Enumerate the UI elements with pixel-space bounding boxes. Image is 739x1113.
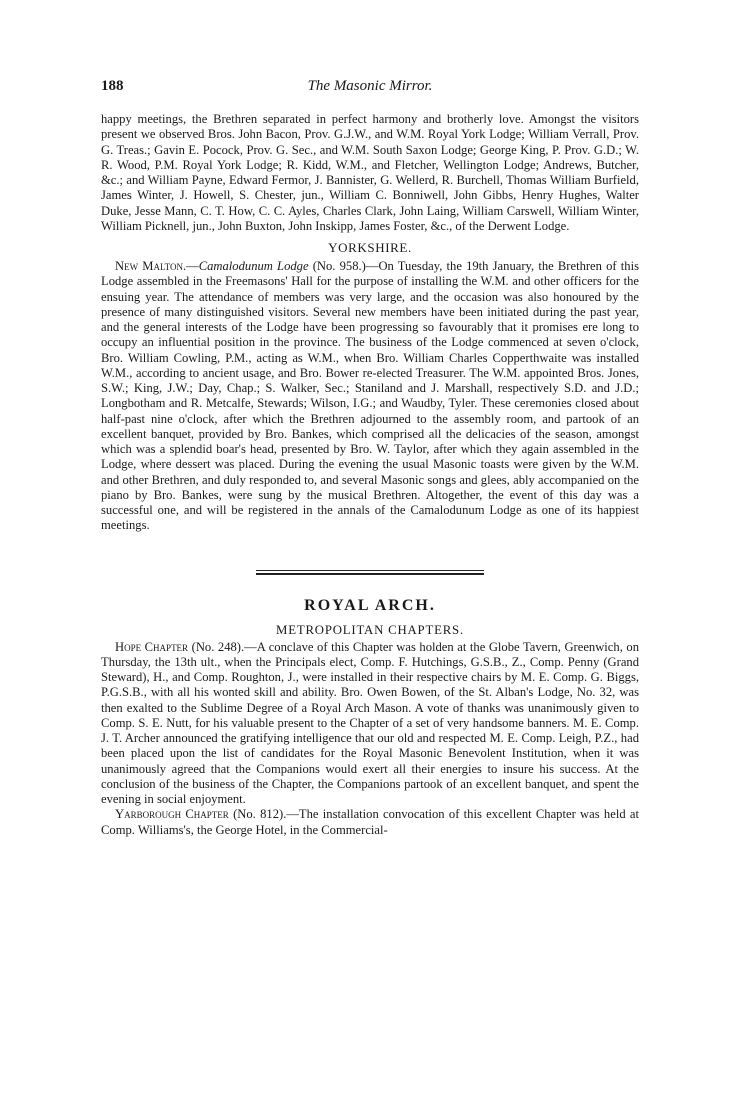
page-number: 188 [101, 78, 124, 94]
section-divider [256, 570, 484, 575]
page [101, 78, 639, 838]
divider-rule-bottom [256, 573, 484, 575]
yarborough-chapter-name: Yarborough Chapter [115, 807, 229, 822]
journal-title: The Masonic Mirror. [307, 78, 433, 94]
hope-chapter-body: (No. 248).—A conclave of this Chapter was holden at the Globe Tavern, Greenwich, on Thursday, the 13th ult., when the Principals elect, Comp. F. Hutchings, G.S.B., Z., Comp. Penny (Grand Steward), H., and Comp. Roughton, J., were installed in their respective chairs by M. E. Comp. G. Biggs, P.G.S.B., with all his wonted skill and ability. Bro. Owen Bowen, of the St. Alban's Lodge, No. 32, was then exalted to the Sublime Degree of a Royal Arch Mason. A vote of thanks was unanimously given to Comp. S. E. Nutt, for his valuable present to the Chapter of a set of very handsome banners. M. E. Comp. J. T. Archer announced the gratifying intelligence that our old and respected M. E. Comp. Leigh, P.Z., had been placed upon the list of candidates for the Royal Masonic Benevolent Institution, when it was unanimously agreed that the Companions would exert all their energies to insure his success. At the conclusion of the business of the Chapter, the Companions partook of an excellent banquet, and spent the evening in social enjoyment. [101, 639, 639, 806]
yarborough-chapter-paragraph [101, 807, 639, 838]
yorkshire-body: (No. 958.)—On Tuesday, the 19th January, the Brethren of this Lodge assembled in the Freemasons' Hall for the purpose of installing the W.M. and other officers for the ensuing year. The attendance of members was very large, and the occasion was also honoured by the presence of many distinguished visitors. Several new members have been initiated during the past year, and the general interests of the Lodge have been progressing so favourably that it promises ere long to occupy an influential position in the province. The business of the Lodge commenced at seven o'clock, Bro. William Cowling, P.M., acting as W.M., when Bro. William Charles Copperthwaite was installed W.M., according to ancient usage, and Bro. Bower re-elected Treasurer. The W.M. appointed Bros. Jones, S.W.; King, J.W.; Day, Chap.; S. Walker, Sec.; Staniland and J. Marshall, respectively S.D. and J.D.; Longbotham and R. Metcalfe, Stewards; Wilson, I.G.; and Waudby, Tyler. These ceremonies closed about half-past nine o'clock, after which the Brethren adjourned to the assembly room, and partook of an excellent banquet, provided by Bro. Bankes, which comprised all the delicacies of the season, amongst which was a splendid boar's head, presented by Bro. W. Taylor, after which they again assembled in the Lodge, where dessert was placed. During the evening the usual Masonic toasts were given by the W.M. and other Brethren, and duly responded to, and several Masonic songs and glees, ably accompanied on the piano by Bro. Bankes, were sung by the musical Brethren. Altogether, the event of this day was a successful one, and will be registered in the annals of the Camalodunum Lodge as one of its happiest meetings. [101, 259, 639, 533]
royal-arch-heading: ROYAL ARCH. [304, 596, 436, 614]
hope-chapter-name: Hope Chapter [115, 639, 189, 654]
metropolitan-chapters-heading: METROPOLITAN CHAPTERS. [276, 622, 464, 637]
lodge-name: Camalodunum Lodge [198, 259, 309, 273]
yorkshire-heading: YORKSHIRE. [328, 240, 412, 255]
place-name: New Malton. [115, 259, 187, 273]
intro-paragraph: happy meetings, the Brethren separated in perfect harmony and brotherly love. Amongst the visitors present we observed Bros. John Bacon, Prov. G.J.W., and W.M. Royal York Lodge; William Verrall, Prov. G. Treas.; Gavin E. Pocock, Prov. G. Sec., and W.M. South Saxon Lodge; George King, P. Prov. G.D.; W. R. Wood, P.M. Royal York Lodge; R. Kidd, W.M., and Fletcher, Wellington Lodge; Andrews, Butcher, &c.; and William Payne, Edward Fermor, J. Bannister, G. Wellerd, R. Burchell, Thomas William Burfield, James Winter, J. Howell, S. Chester, jun., William C. Bonniwell, John Gibbs, Henry Hughes, Walter Duke, Jesse Mann, C. T. How, C. C. Ayles, Charles Clark, John Laing, William Carswell, William Winter, William Picknell, jun., John Buxton, John Inskipp, James Foster, &c., of the Derwent Lodge. [101, 112, 639, 233]
divider-rule-top [256, 570, 484, 571]
yorkshire-paragraph: New Malton.—Camalodunum Lodge (No. 958.)—On Tuesday, the 19th January, the Brethren of this Lodge assembled in the Freemasons' Hall for the purpose of installing the W.M. and other officers for the ensuing year. The attendance of members was very large, and the occasion was also honoured by the presence of many distinguished visitors. Several new members have been initiated during the past year, and the general interests of the Lodge have been progressing so favourably that it promises ere long to occupy an influential position in the province. The business of the Lodge commenced at seven o'clock, Bro. William Cowling, P.M., acting as W.M., when Bro. William Charles Copperthwaite was installed W.M., according to ancient usage, and Bro. Bower re-elected Treasurer. The W.M. appointed Bros. Jones, S.W.; King, J.W.; Day, Chap.; S. Walker, Sec.; Staniland and J. Marshall, respectively S.D. and J.D.; Longbotham and R. Metcalfe, Stewards; Wilson, I.G.; and Waudby, Tyler. These ceremonies closed about half-past nine o'clock, after which the Brethren adjourned to the assembly room, and partook of an excellent banquet, provided by Bro. Bankes, which comprised all the delicacies of the season, amongst which was a splendid boar's head, presented by Bro. W. Taylor, after which they again assembled in the Lodge, where dessert was placed. During the evening the usual Masonic toasts were given by the W.M. and other Brethren, and duly responded to, and several Masonic songs and glees, ably accompanied on the piano by Bro. Bankes, were sung by the musical Brethren. Altogether, the event of this day was a successful one, and will be registered in the annals of the Camalodunum Lodge as one of its happiest meetings. [101, 259, 639, 533]
yarborough-chapter-body: (No. 812).—The installation convocation of this excellent Chapter was held at Comp. Williams's, the George Hotel, in the Commercial- [101, 807, 639, 837]
running-head [101, 78, 639, 100]
hope-chapter-paragraph [101, 640, 639, 808]
